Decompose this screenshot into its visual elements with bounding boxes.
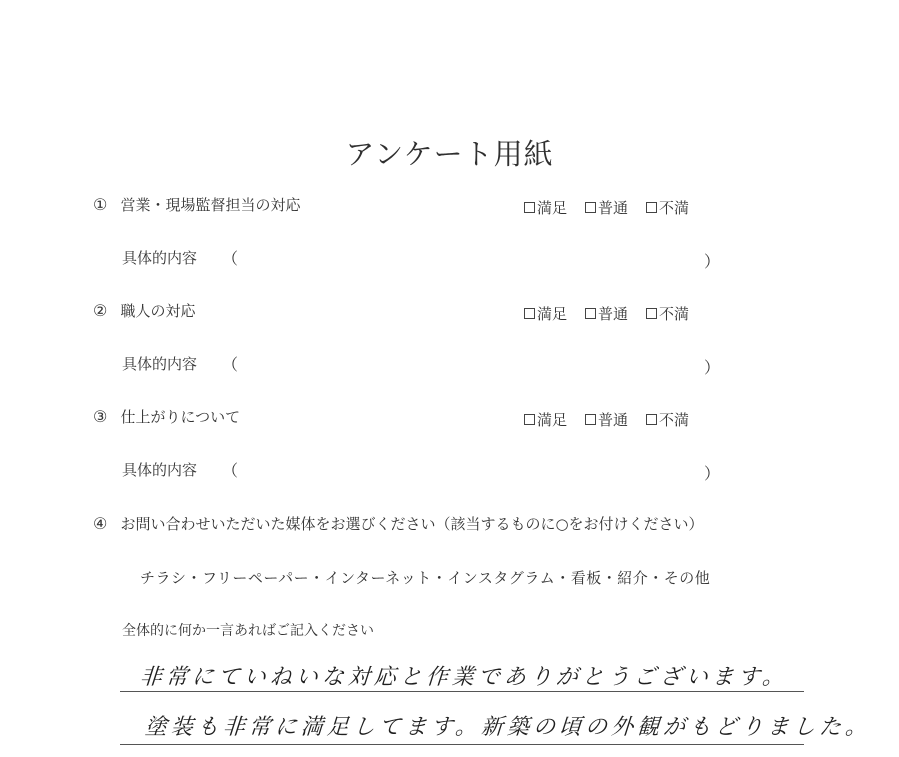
checkbox-icon[interactable] [585,414,596,425]
rating-option-satisfied[interactable]: 満足 [524,197,567,218]
rating-group-2 [524,303,689,324]
comment-underline-1 [120,691,804,692]
checkbox-icon[interactable] [524,414,535,425]
rating-option-normal[interactable]: 普通 [585,409,628,430]
rating-option-satisfied[interactable]: 満足 [524,409,567,430]
question-text: お問い合わせいただいた媒体をお選びください（該当するものに○をお付けください） [120,515,704,533]
checkbox-icon[interactable] [524,202,535,213]
question-text: 職人の対応 [120,302,196,320]
close-paren: ） [704,252,721,271]
checkbox-icon[interactable] [585,202,596,213]
checkbox-icon[interactable] [585,308,596,319]
rating-option-dissatisfied[interactable]: 不満 [646,303,689,324]
rating-option-satisfied[interactable]: 満足 [524,303,567,324]
rating-option-dissatisfied[interactable]: 不満 [646,197,689,218]
rating-group-3 [524,409,689,430]
question-text: 営業・現場監督担当の対応 [120,196,301,214]
question-number: ② [93,301,108,320]
question-number: ③ [93,407,108,426]
question-number: ④ [93,514,108,533]
comment-underline-2 [120,744,804,745]
question-2 [93,300,195,321]
rating-option-normal[interactable]: 普通 [585,197,628,218]
question-1 [93,194,300,215]
handwritten-comment-line-2: 塗装も非常に満足してます。新築の頃の外観がもどりました。 [143,715,872,740]
close-paren: ） [704,464,721,483]
page-title: アンケート用紙 [345,137,554,171]
detail-label: 具体的内容 [122,461,198,479]
checkbox-icon[interactable] [646,202,657,213]
checkbox-icon[interactable] [646,414,657,425]
comment-label: 全体的に何か一言あればご記入ください [122,623,374,639]
rating-group-1 [524,197,689,218]
checkbox-icon[interactable] [524,308,535,319]
media-options[interactable]: チラシ・フリーペーパー・インターネット・インスタグラム・看板・紹介・その他 [140,569,711,587]
handwritten-comment-line-1: 非常にていねいな対応と作業でありがとうございます。 [138,665,789,690]
rating-option-normal[interactable]: 普通 [585,303,628,324]
question-4 [93,513,704,534]
rating-option-dissatisfied[interactable]: 不満 [646,409,689,430]
detail-label: 具体的内容 [122,249,198,267]
question-number: ① [93,195,108,214]
detail-label: 具体的内容 [122,355,198,373]
open-paren: （ [222,249,239,268]
close-paren: ） [704,358,721,377]
checkbox-icon[interactable] [646,308,657,319]
open-paren: （ [222,461,239,480]
open-paren: （ [222,355,239,374]
question-3 [93,406,240,427]
question-text: 仕上がりについて [120,408,241,426]
